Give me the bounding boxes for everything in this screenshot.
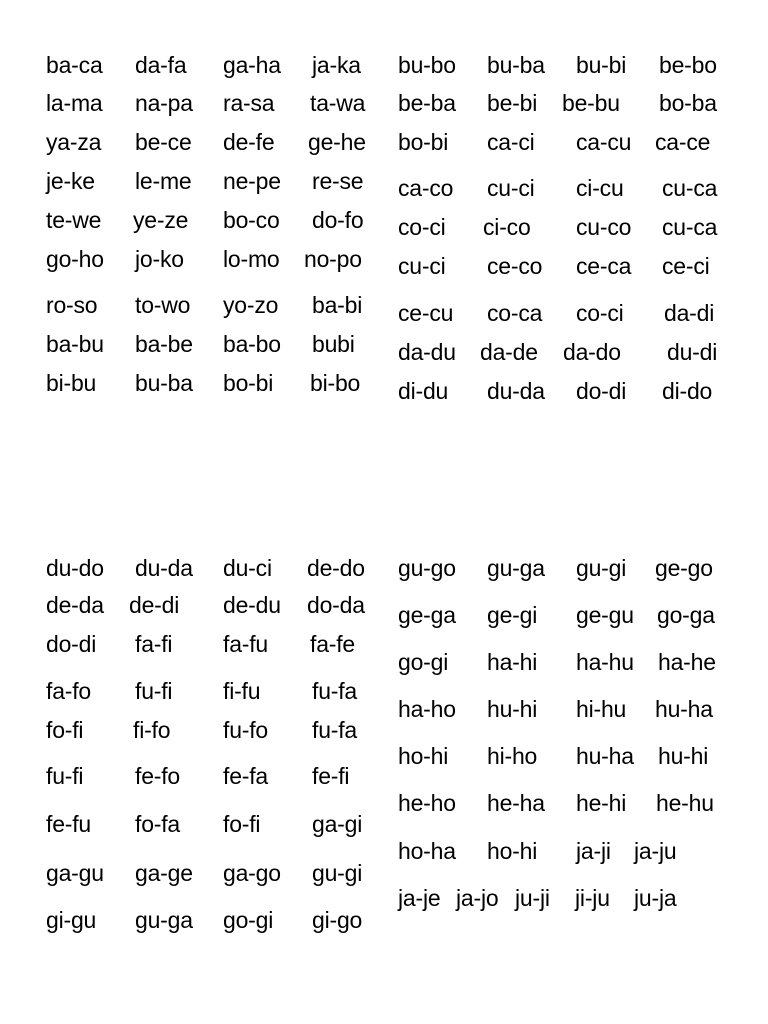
syllable-pair: cu-co [576, 214, 632, 240]
syllable-pair: ha-ho [398, 696, 456, 722]
syllable-pair: bu-ba [135, 370, 193, 396]
syllable-pair: ba-bu [46, 331, 104, 357]
syllable-pair: gu-ga [487, 555, 545, 581]
syllable-pair: na-pa [135, 90, 193, 116]
syllable-pair: ju-ji [515, 885, 550, 911]
syllable-pair: fi-fo [133, 717, 171, 743]
syllable-pair: he-hu [656, 790, 714, 816]
syllable-pair: cu-ca [662, 175, 718, 201]
syllable-pair: da-de [480, 339, 538, 365]
syllable-pair: gu-go [398, 555, 456, 581]
syllable-pair: de-da [46, 592, 104, 618]
syllable-pair: du-di [667, 339, 718, 365]
syllable-pair: cu-ca [662, 214, 718, 240]
syllable-pair: fa-fe [310, 631, 356, 657]
syllable-pair: ca-co [398, 175, 454, 201]
syllable-pair: ye-ze [133, 207, 189, 233]
syllable-pair: ci-cu [576, 175, 624, 201]
syllable-pair: du-da [487, 378, 545, 404]
syllable-pair: ta-wa [310, 90, 366, 116]
syllable-pair: ya-za [46, 129, 102, 155]
syllable-pair: be-bo [659, 52, 717, 78]
syllable-pair: be-bi [487, 90, 538, 116]
syllable-pair: lo-mo [223, 246, 280, 272]
syllable-pair: de-fe [223, 129, 275, 155]
syllable-pair: hu-hi [487, 696, 538, 722]
syllable-pair: go-ho [46, 246, 104, 272]
syllable-pair: ge-gu [576, 602, 634, 628]
syllable-pair: re-se [312, 168, 364, 194]
syllable-pair: bubi [312, 331, 355, 357]
syllable-pair: ge-he [308, 129, 366, 155]
syllable-pair: gu-gi [312, 860, 363, 886]
syllable-pair: le-me [135, 168, 192, 194]
syllable-pair: fi-fu [223, 678, 261, 704]
syllable-pair: ga-ge [135, 860, 193, 886]
syllable-pair: co-ca [487, 300, 543, 326]
syllable-pair: fo-fa [135, 811, 181, 837]
syllable-pair: ja-ju [634, 838, 677, 864]
syllable-pair: ge-gi [487, 602, 538, 628]
syllable-pair: fu-fa [312, 678, 358, 704]
syllable-pair: di-du [398, 378, 449, 404]
syllable-pair: fu-fa [312, 717, 358, 743]
syllable-pair: hi-hu [576, 696, 627, 722]
syllable-pair: bi-bu [46, 370, 97, 396]
syllable-pair: fe-fu [46, 811, 92, 837]
syllable-pair: ce-co [487, 253, 543, 279]
syllable-pair: do-di [46, 631, 97, 657]
syllable-pair: do-di [576, 378, 627, 404]
syllable-pair: fe-fi [312, 763, 350, 789]
syllable-pair: fa-fo [46, 678, 92, 704]
syllable-pair: ga-ha [223, 52, 281, 78]
syllable-pair: do-da [307, 592, 365, 618]
syllable-pair: jo-ko [135, 246, 184, 272]
syllable-pair: ga-gu [46, 860, 104, 886]
syllable-pair: gu-ga [135, 907, 193, 933]
syllable-pair: fe-fo [135, 763, 181, 789]
syllable-pair: hu-hi [658, 743, 709, 769]
syllable-pair: ba-ca [46, 52, 103, 78]
syllable-pair: di-do [662, 378, 713, 404]
syllable-pair: ba-bo [223, 331, 281, 357]
syllable-pair: go-gi [398, 649, 449, 675]
syllable-pair: he-ha [487, 790, 545, 816]
syllable-pair: be-ba [398, 90, 456, 116]
syllable-pair: ho-hi [398, 743, 449, 769]
syllable-pair: de-di [129, 592, 180, 618]
syllable-pair: ge-go [655, 555, 713, 581]
syllable-pair: go-gi [223, 907, 274, 933]
syllable-pair: ge-ga [398, 602, 456, 628]
syllable-pair: de-du [223, 592, 281, 618]
syllable-pair: du-do [46, 555, 104, 581]
syllable-pair: ju-ja [634, 885, 677, 911]
syllable-pair: gu-gi [576, 555, 627, 581]
syllable-pair: ja-ka [312, 52, 361, 78]
syllable-pair: ce-ci [662, 253, 710, 279]
syllable-pair: ce-cu [398, 300, 454, 326]
syllable-pair: je-ke [46, 168, 95, 194]
syllable-pair: de-do [307, 555, 365, 581]
syllable-pair: bu-bo [398, 52, 456, 78]
syllable-pair: co-ci [576, 300, 624, 326]
syllable-pair: ca-ci [487, 129, 535, 155]
syllable-pair: hu-ha [655, 696, 713, 722]
syllable-pair: ba-bi [312, 292, 363, 318]
syllable-pair: da-du [398, 339, 456, 365]
syllable-pair: bo-ba [659, 90, 717, 116]
syllable-pair: ne-pe [223, 168, 281, 194]
syllable-pair: ca-cu [576, 129, 632, 155]
syllable-pair: hi-ho [487, 743, 538, 769]
syllable-pair: ho-hi [487, 838, 538, 864]
syllable-pair: ja-je [398, 885, 441, 911]
syllable-pair: fa-fi [135, 631, 173, 657]
syllable-pair: cu-ci [398, 253, 446, 279]
syllable-pair: be-bu [562, 90, 620, 116]
syllable-pair: ha-hu [576, 649, 634, 675]
syllable-pair: da-di [664, 300, 715, 326]
syllable-pair: co-ci [398, 214, 446, 240]
syllable-pair: to-wo [135, 292, 191, 318]
syllable-pair: he-hi [576, 790, 627, 816]
syllable-pair: gi-gu [46, 907, 97, 933]
syllable-pair: no-po [304, 246, 362, 272]
syllable-pair: ci-co [483, 214, 531, 240]
syllable-pair: gi-go [312, 907, 363, 933]
syllable-pair: da-fa [135, 52, 187, 78]
syllable-pair: bo-bi [398, 129, 449, 155]
syllable-pair: ba-be [135, 331, 193, 357]
syllable-pair: te-we [46, 207, 102, 233]
syllable-pair: yo-zo [223, 292, 279, 318]
syllable-pair: bo-bi [223, 370, 274, 396]
syllable-pair: du-da [135, 555, 193, 581]
syllable-pair: fa-fu [223, 631, 269, 657]
syllable-pair: ga-go [223, 860, 281, 886]
syllable-pair: ha-hi [487, 649, 538, 675]
syllable-pair: du-ci [223, 555, 272, 581]
syllable-pair: ha-he [658, 649, 716, 675]
syllable-pair: la-ma [46, 90, 103, 116]
syllable-pair: ga-gi [312, 811, 363, 837]
syllable-pair: fo-fi [223, 811, 261, 837]
syllable-pair: ho-ha [398, 838, 456, 864]
syllable-pair: be-ce [135, 129, 192, 155]
syllable-pair: bo-co [223, 207, 280, 233]
syllable-pair: cu-ci [487, 175, 535, 201]
syllable-pair: bu-ba [487, 52, 545, 78]
syllable-pair: ja-jo [456, 885, 499, 911]
syllable-pair: ce-ca [576, 253, 632, 279]
syllable-pair: ca-ce [655, 129, 711, 155]
syllable-pair: he-ho [398, 790, 456, 816]
syllable-pair: fe-fa [223, 763, 269, 789]
syllable-pair: fu-fo [223, 717, 269, 743]
syllable-pair: fu-fi [135, 678, 173, 704]
syllable-pair: da-do [563, 339, 621, 365]
syllable-pair: ja-ji [576, 838, 611, 864]
syllable-pair: do-fo [312, 207, 364, 233]
syllable-pair: fu-fi [46, 763, 84, 789]
syllable-pair: hu-ha [576, 743, 634, 769]
syllable-pair: bi-bo [310, 370, 361, 396]
syllable-pair: ji-ju [575, 885, 610, 911]
syllable-pair: ro-so [46, 292, 98, 318]
syllable-pair: go-ga [657, 602, 715, 628]
syllable-pair: fo-fi [46, 717, 84, 743]
syllable-pair: bu-bi [576, 52, 627, 78]
syllable-pair: ra-sa [223, 90, 275, 116]
